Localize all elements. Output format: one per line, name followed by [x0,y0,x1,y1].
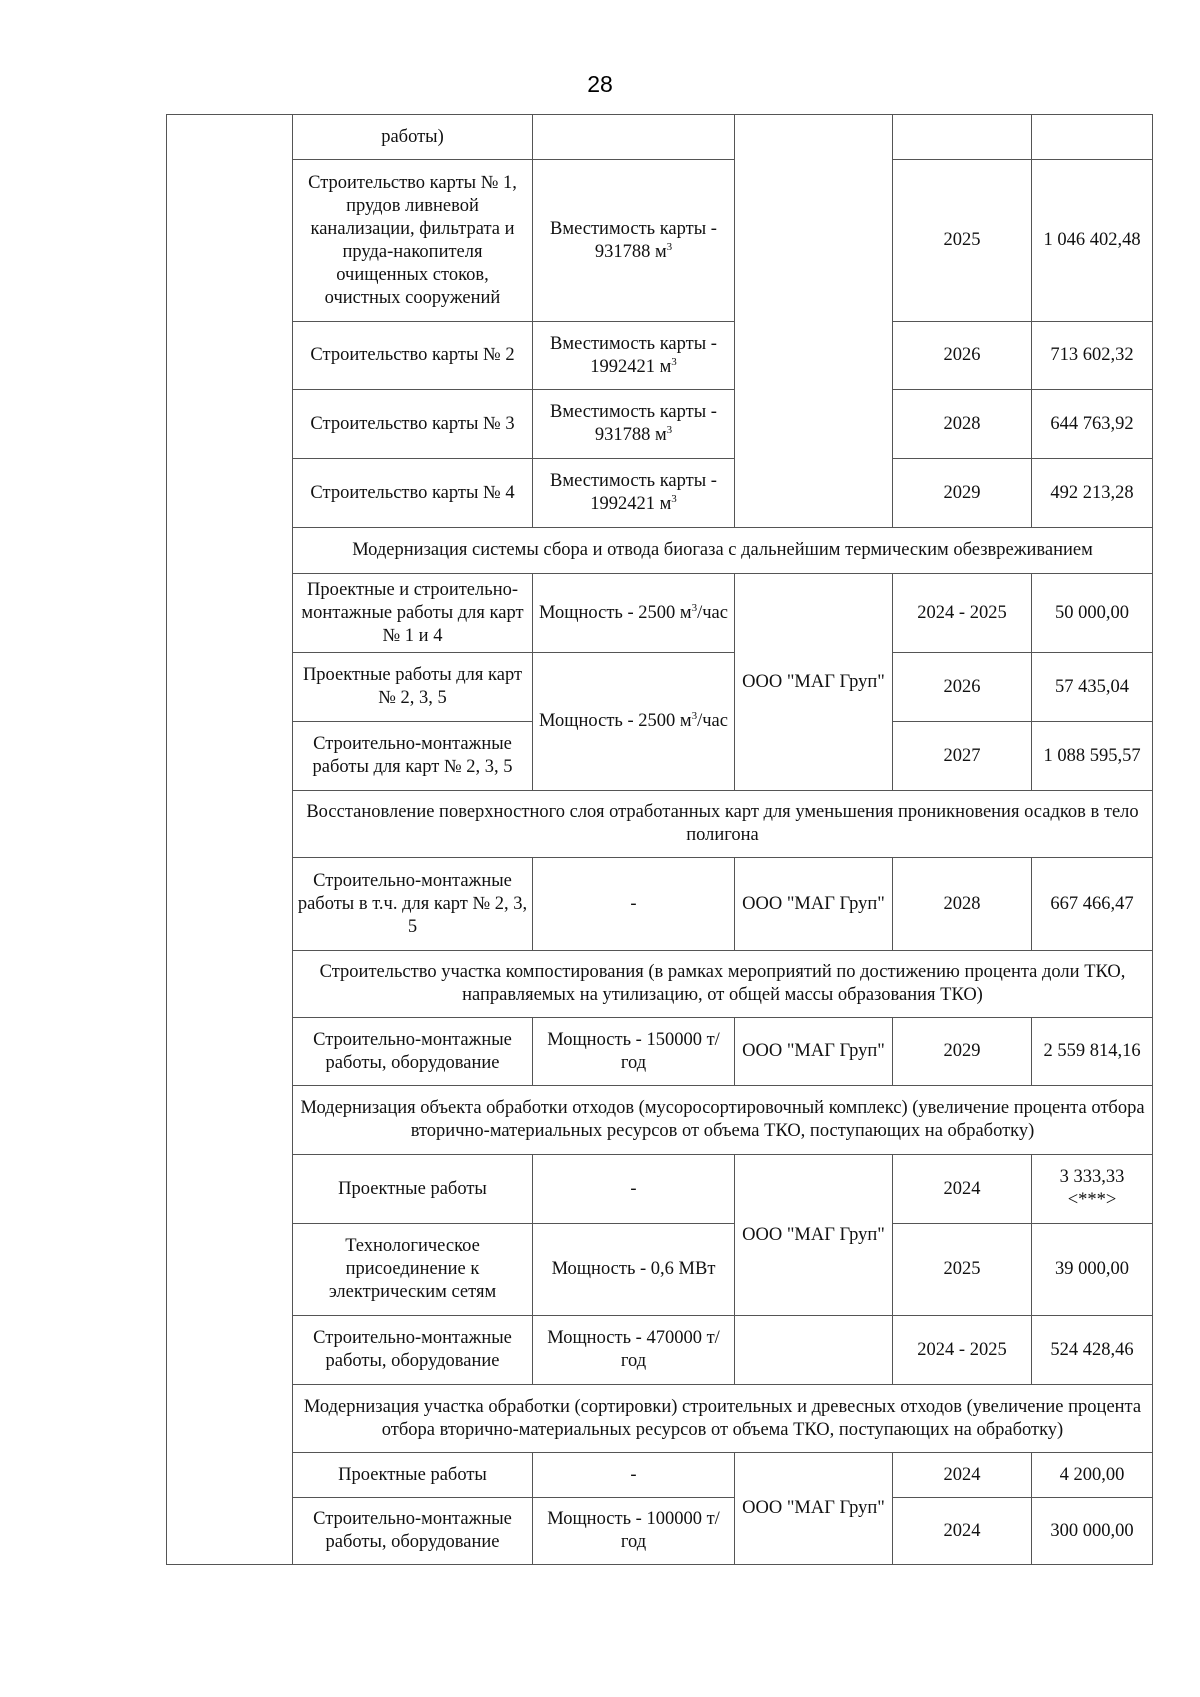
capacity-text: Мощность - 2500 м [539,711,692,731]
work-cell: Строительно-монтажные работы, оборудование [293,1018,533,1086]
work-cell: Строительно-монтажные работы, оборудование [293,1498,533,1565]
capacity-cell [533,459,735,528]
amount-cell: 1 046 402,48 [1032,160,1153,322]
org-cell: ООО "МАГ Груп" [735,1155,893,1316]
amount-note: <***> [1067,1190,1117,1210]
capacity-text: Мощность - 2500 м [539,602,692,623]
amount-cell: 644 763,92 [1032,390,1153,459]
amount-cell: 57 435,04 [1032,653,1153,722]
section-heading: Модернизация объекта обработки отходов (мусоросортировочный комплекс) (увеличение процента отбора вторично-материальных ресурсов от объема ТКО, поступающих на обработку) [293,1086,1153,1155]
table-row [167,160,1153,322]
table-row [167,1316,1153,1385]
amount-cell: 492 213,28 [1032,459,1153,528]
section-heading: Модернизация системы сбора и отвода биогаза с дальнейшим термическим обезвреживанием [293,528,1153,574]
section-heading: Восстановление поверхностного слоя отработанных карт для уменьшения проникновения осадков в тело полигона [293,791,1153,858]
table-row [167,1155,1153,1224]
capacity-cell: - [533,858,735,951]
section-row [167,528,1153,574]
year-cell: 2026 [893,322,1032,390]
year-cell: 2024 [893,1155,1032,1224]
work-cell: Проектные работы [293,1155,533,1224]
org-cell: ООО "МАГ Груп" [735,1018,893,1086]
section-heading: Строительство участка компостирования (в рамках мероприятий по достижению процента доли ТКО, направляемых на утилизацию, от общей массы образования ТКО) [293,951,1153,1018]
capacity-cell: - [533,1453,735,1498]
amount-cell: 39 000,00 [1032,1224,1153,1316]
work-cell: Строительство карты № 2 [293,322,533,390]
section-row [167,951,1153,1018]
amount-value: 3 333,33 [1059,1167,1125,1187]
capacity-text: Вместимость карты - 931788 м [550,218,717,262]
amount-cell: 2 559 814,16 [1032,1018,1153,1086]
unit-superscript: 3 [666,423,673,436]
measures-table [166,114,1153,1565]
org-cell: ООО "МАГ Груп" [735,858,893,951]
amount-cell: 300 000,00 [1032,1498,1153,1565]
unit-superscript: 3 [671,492,677,505]
table-row [167,653,1153,722]
capacity-cell [533,653,735,791]
unit-superscript: 3 [691,709,698,722]
year-cell: 2029 [893,1018,1032,1086]
capacity-cell [533,574,735,653]
year-cell: 2024 [893,1498,1032,1565]
capacity-cell: Мощность - 150000 т/год [533,1018,735,1086]
year-cell: 2024 - 2025 [893,574,1032,653]
amount-cell [1032,115,1153,160]
work-cell: Строительство карты № 3 [293,390,533,459]
capacity-cell [533,115,735,160]
capacity-cell [533,160,735,322]
amount-cell: 50 000,00 [1032,574,1153,653]
capacity-unit: /час [697,602,728,623]
capacity-cell: Мощность - 470000 т/год [533,1316,735,1385]
table-row [167,115,1153,160]
section-row [167,791,1153,858]
table-row [167,1224,1153,1316]
capacity-text: Вместимость карты - 1992421 м [550,471,717,514]
section-heading: Модернизация участка обработки (сортировки) строительных и древесных отходов (увеличение процента отбора вторично-материальных ресурсов от объема ТКО, поступающих на обработку) [293,1385,1153,1453]
table-row [167,1018,1153,1086]
year-cell: 2025 [893,1224,1032,1316]
section-row [167,1385,1153,1453]
amount-cell: 524 428,46 [1032,1316,1153,1385]
amount-cell: 713 602,32 [1032,322,1153,390]
amount-cell: 4 200,00 [1032,1453,1153,1498]
capacity-unit: /час [697,711,728,731]
year-cell: 2027 [893,722,1032,791]
unit-superscript: 3 [666,240,673,253]
org-cell: ООО "МАГ Груп" [735,574,893,791]
year-cell: 2029 [893,459,1032,528]
amount-cell: 667 466,47 [1032,858,1153,951]
unit-superscript: 3 [671,355,677,368]
year-cell: 2028 [893,390,1032,459]
table-row [167,322,1153,390]
table-row [167,1498,1153,1565]
table-row [167,390,1153,459]
org-cell [735,1316,893,1385]
work-cell: Строительство карты № 4 [293,459,533,528]
work-cell: Строительство карты № 1, прудов ливневой канализации, фильтрата и пруда-накопителя очищенных стоков, очистных сооружений [293,160,533,322]
amount-cell [1032,1155,1153,1224]
table-row [167,1453,1153,1498]
work-cell: Строительно-монтажные работы в т.ч. для карт № 2, 3, 5 [293,858,533,951]
capacity-cell: - [533,1155,735,1224]
work-cell: работы) [293,115,533,160]
year-cell: 2024 - 2025 [893,1316,1032,1385]
org-cell [735,115,893,528]
unit-superscript: 3 [691,601,698,614]
year-cell: 2025 [893,160,1032,322]
table-row [167,574,1153,653]
capacity-cell [533,390,735,459]
work-cell: Строительно-монтажные работы, оборудование [293,1316,533,1385]
section-row [167,1086,1153,1155]
work-cell: Проектные работы [293,1453,533,1498]
capacity-cell [533,322,735,390]
empty-left-cell [167,115,293,1565]
table-row [167,459,1153,528]
year-cell: 2026 [893,653,1032,722]
table-row [167,858,1153,951]
work-cell: Строительно-монтажные работы для карт № 2, 3, 5 [293,722,533,791]
capacity-text: Вместимость карты - 931788 м [550,402,717,445]
capacity-text: Вместимость карты - 1992421 м [550,333,717,377]
work-cell: Проектные и строительно-монтажные работы для карт № 1 и 4 [293,574,533,653]
year-cell: 2028 [893,858,1032,951]
year-cell [893,115,1032,160]
year-cell: 2024 [893,1453,1032,1498]
amount-cell: 1 088 595,57 [1032,722,1153,791]
capacity-cell: Мощность - 0,6 МВт [533,1224,735,1316]
work-cell: Технологическое присоединение к электрическим сетям [293,1224,533,1316]
page-number: 28 [587,71,613,97]
org-cell: ООО "МАГ Груп" [735,1453,893,1565]
capacity-cell: Мощность - 100000 т/год [533,1498,735,1565]
work-cell: Проектные работы для карт № 2, 3, 5 [293,653,533,722]
